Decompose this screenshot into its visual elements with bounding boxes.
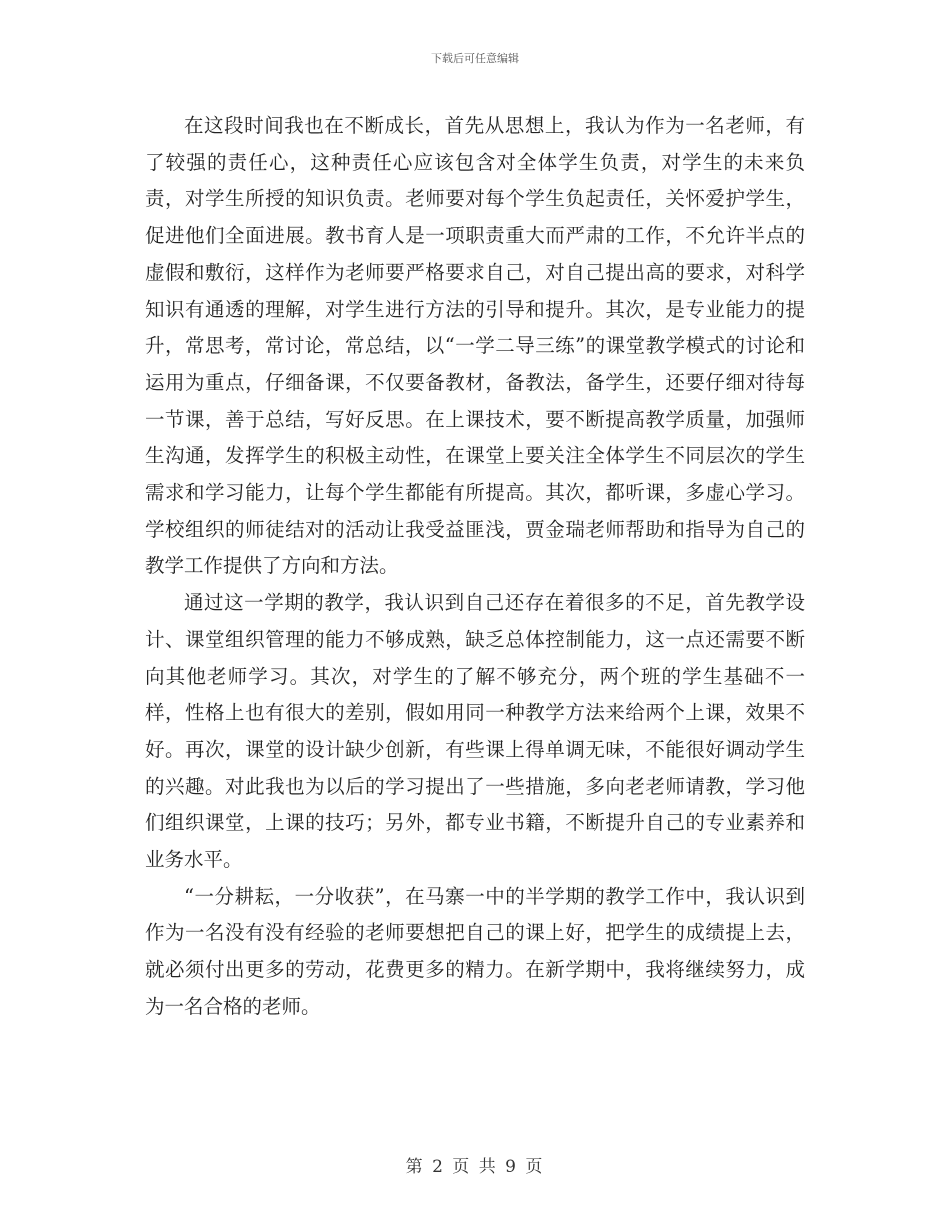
document-body bbox=[145, 108, 805, 1026]
paragraph-1: 在这段时间我也在不断成长，首先从思想上，我认为作为一名老师，有了较强的责任心，这种责任心应该包含对全体学生负责，对学生的未来负责，对学生所授的知识负责。老师要对每个学生负起责任，关怀爱护学生，促进他们全面进展。教书育人是一项职责重大而严肃的工作，不允许半点的虚假和敷衍，这样作为老师要严格要求自己，对自己提出高的要求，对科学知识有通透的理解，对学生进行方法的引导和提升。其次，是专业能力的提升，常思考，常讨论，常总结，以“一学二导三练”的课堂教学模式的讨论和运用为重点，仔细备课，不仅要备教材，备教法，备学生，还要仔细对待每一节课，善于总结，写好反思。在上课技术，要不断提高教学质量，加强师生沟通，发挥学生的积极主动性，在课堂上要关注全体学生不同层次的学生需求和学习能力，让每个学生都能有所提高。其次，都听课，多虚心学习。学校组织的师徒结对的活动让我受益匪浅，贾金瑞老师帮助和指导为自己的教学工作提供了方向和方法。 bbox=[145, 114, 805, 578]
header-note: 下载后可任意编辑 bbox=[431, 52, 519, 65]
paragraph-3: “一分耕耘，一分收获”，在马寨一中的半学期的教学工作中，我认识到作为一名没有没有经验的老师要想把自己的课上好，把学生的成绩提上去，就必须付出更多的劳动，花费更多的精力。在新学期中，我将继续努力，成为一名合格的老师。 bbox=[145, 884, 805, 1018]
page-number: 第 2 页 共 9 页 bbox=[405, 1157, 545, 1177]
paragraph-2: 通过这一学期的教学，我认识到自己还存在着很多的不足，首先教学设计、课堂组织管理的能力不够成熟，缺乏总体控制能力，这一点还需要不断向其他老师学习。其次，对学生的了解不够充分，两个班的学生基础不一样，性格上也有很大的差别，假如用同一种教学方法来给两个上课，效果不好。再次，课堂的设计缺少创新，有些课上得单调无味，不能很好调动学生的兴趣。对此我也为以后的学习提出了一些措施，多向老老师请教，学习他们组织课堂，上课的技巧；另外，都专业书籍，不断提升自己的专业素养和业务水平。 bbox=[145, 591, 805, 872]
